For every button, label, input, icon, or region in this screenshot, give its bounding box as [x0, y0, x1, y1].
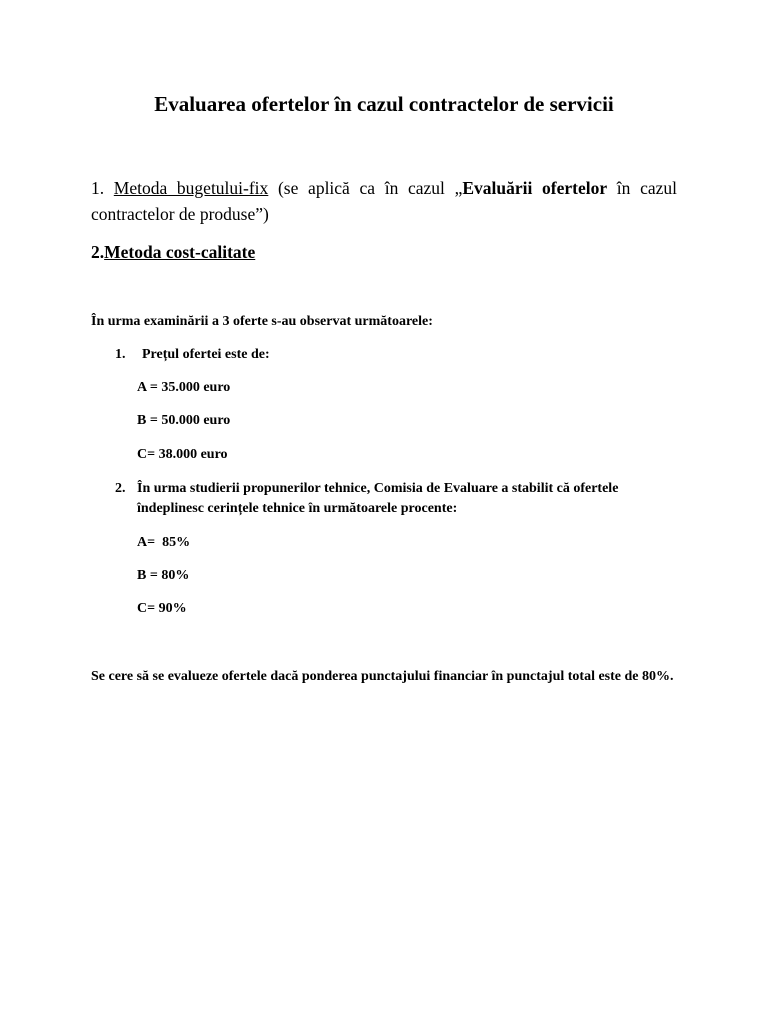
document-title: Evaluarea ofertelor în cazul contractelor de servicii: [154, 92, 614, 116]
item-2-value-a: A= 85%: [137, 535, 191, 550]
section-1-number: 1.: [91, 178, 105, 198]
item-2-value-b: B = 80%: [137, 568, 190, 583]
section-1-quote-bold: Evaluării ofertelor: [462, 178, 608, 198]
section-1-text-after-quote: în cazul contractelor de produse”): [91, 178, 677, 224]
item-1-value-b: B = 50.000 euro: [137, 413, 231, 428]
conclusion-text: Se cere să se evalueze ofertele dacă ponderea punctajului financiar în punctajul total este de 80%.: [91, 669, 674, 684]
section-2-number: 2.: [91, 242, 105, 262]
item-1-value-c: C= 38.000 euro: [137, 447, 228, 462]
intro-text: În urma examinării a 3 oferte s-au observat următoarele:: [91, 314, 433, 329]
section-1-text-before-quote: (se aplică ca în cazul „: [268, 178, 463, 198]
item-2-text: În urma studierii propunerilor tehnice, Comisia de Evaluare a stabilit că ofertele îndeplinesc cerințele tehnice în următoarele procente:: [137, 481, 619, 516]
section-2-paragraph: [91, 239, 255, 265]
section-1-heading: Metoda bugetului-fix: [113, 178, 269, 198]
item-1-text: Prețul ofertei este de:: [142, 347, 270, 362]
item-1-value-a: A = 35.000 euro: [137, 380, 231, 395]
section-1-paragraph: [91, 175, 677, 227]
item-2-number: 2.: [115, 481, 126, 496]
item-1-number: 1.: [115, 347, 126, 362]
item-2-value-c: C= 90%: [137, 601, 187, 616]
section-2-heading: Metoda cost-calitate: [104, 242, 256, 262]
